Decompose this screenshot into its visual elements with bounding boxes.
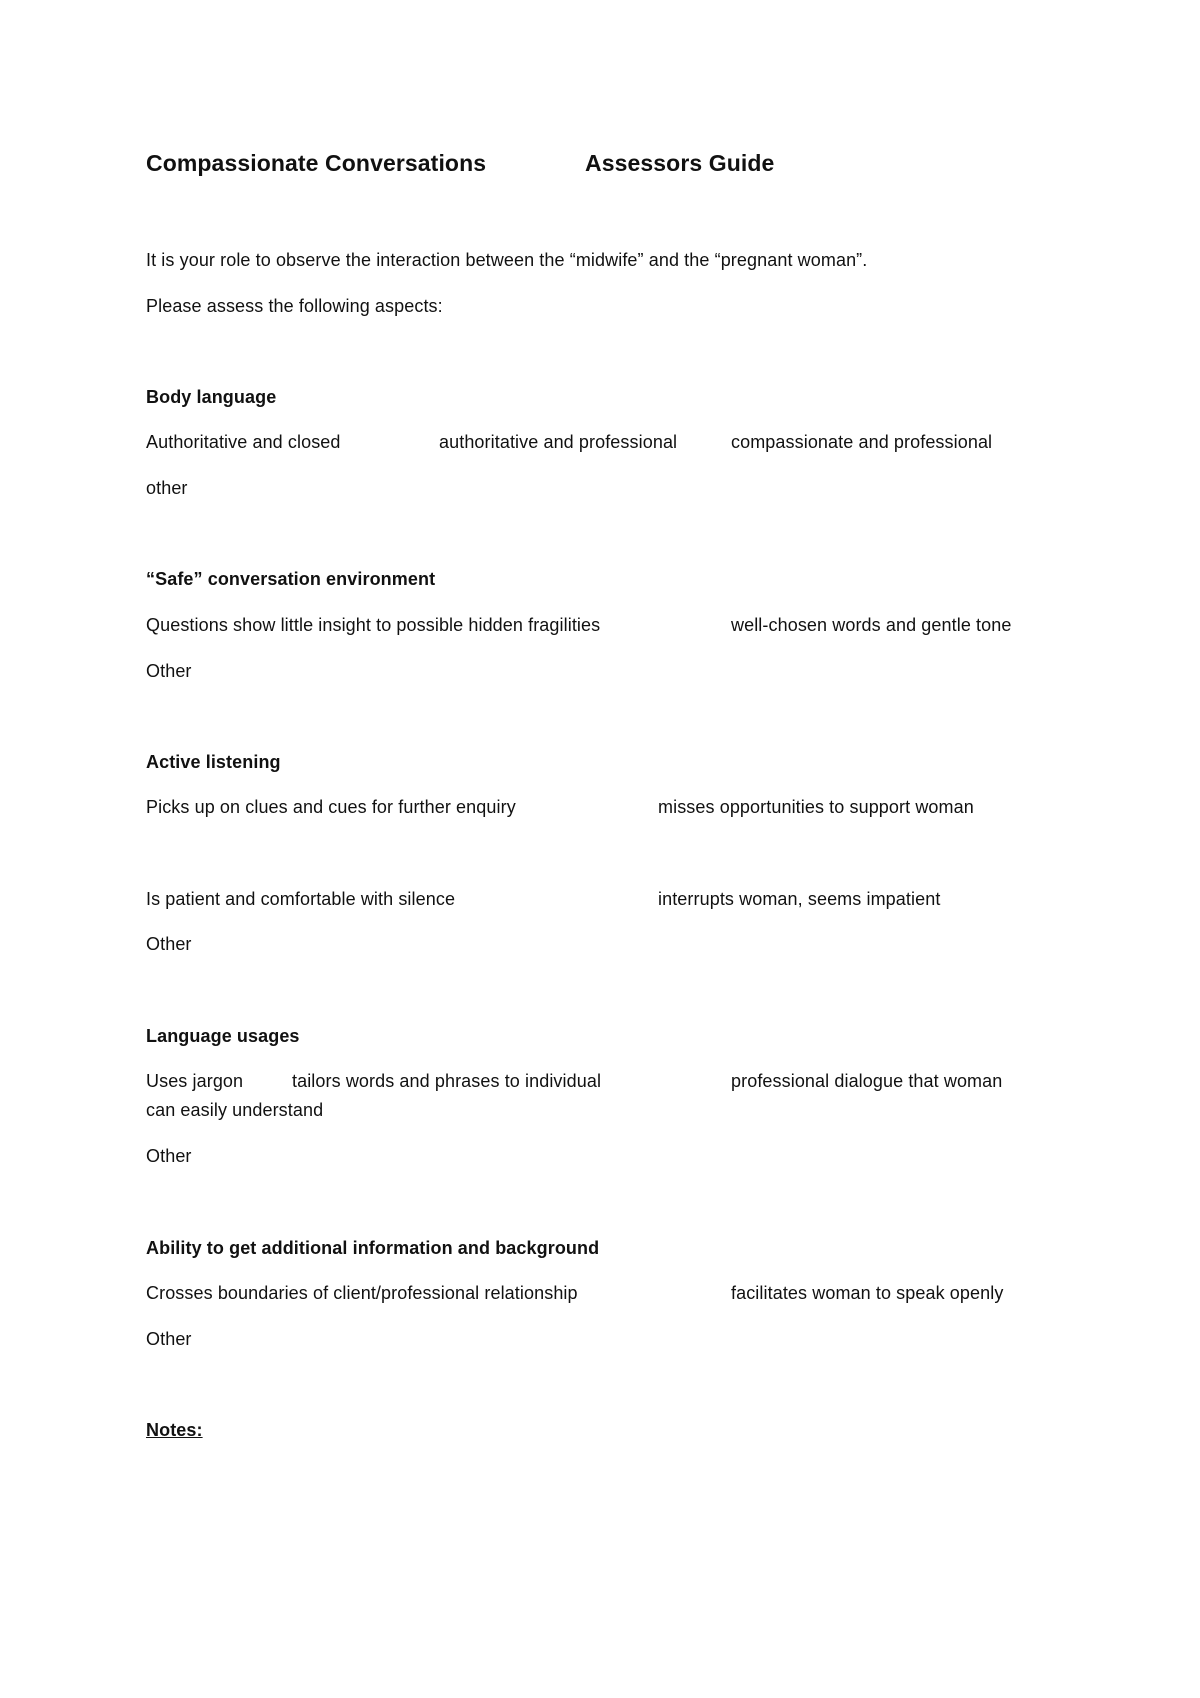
safe-environment-option-1: Questions show little insight to possible hidden fragilities [146,615,601,635]
additional-info-other: Other [146,1329,192,1349]
section-heading-additional-info: Ability to get additional information and background [146,1238,600,1258]
body-language-option-2: authoritative and professional [439,432,678,452]
section-heading-language-usages: Language usages [146,1026,300,1046]
language-usages-other: Other [146,1146,192,1166]
active-listening-other: Other [146,934,192,954]
additional-info-option-2: facilitates woman to speak openly [731,1283,1004,1303]
additional-info-option-1: Crosses boundaries of client/professional relationship [146,1283,578,1303]
body-language-option-1: Authoritative and closed [146,432,341,452]
notes-label: Notes: [146,1420,203,1440]
active-listening-option-4: interrupts woman, seems impatient [658,889,941,909]
document-subtitle: Assessors Guide [585,150,775,176]
language-usages-option-3-continued: can easily understand [146,1100,324,1120]
section-heading-safe-environment: “Safe” conversation environment [146,569,436,589]
active-listening-option-1: Picks up on clues and cues for further enquiry [146,797,516,817]
body-language-other: other [146,478,188,498]
language-usages-option-1: Uses jargon [146,1071,244,1091]
document-title: Compassionate Conversations [146,150,487,176]
section-heading-active-listening: Active listening [146,752,281,772]
active-listening-option-2: misses opportunities to support woman [658,797,974,817]
safe-environment-other: Other [146,661,192,681]
safe-environment-option-2: well-chosen words and gentle tone [731,615,1012,635]
intro-line-2: Please assess the following aspects: [146,296,443,316]
language-usages-option-2: tailors words and phrases to individual [292,1071,602,1091]
intro-line-1: It is your role to observe the interaction between the “midwife” and the “pregnant woman”. [146,250,868,270]
body-language-option-3: compassionate and professional [731,432,993,452]
language-usages-option-3: professional dialogue that woman [731,1071,1003,1091]
section-heading-body-language: Body language [146,387,277,407]
active-listening-option-3: Is patient and comfortable with silence [146,889,456,909]
